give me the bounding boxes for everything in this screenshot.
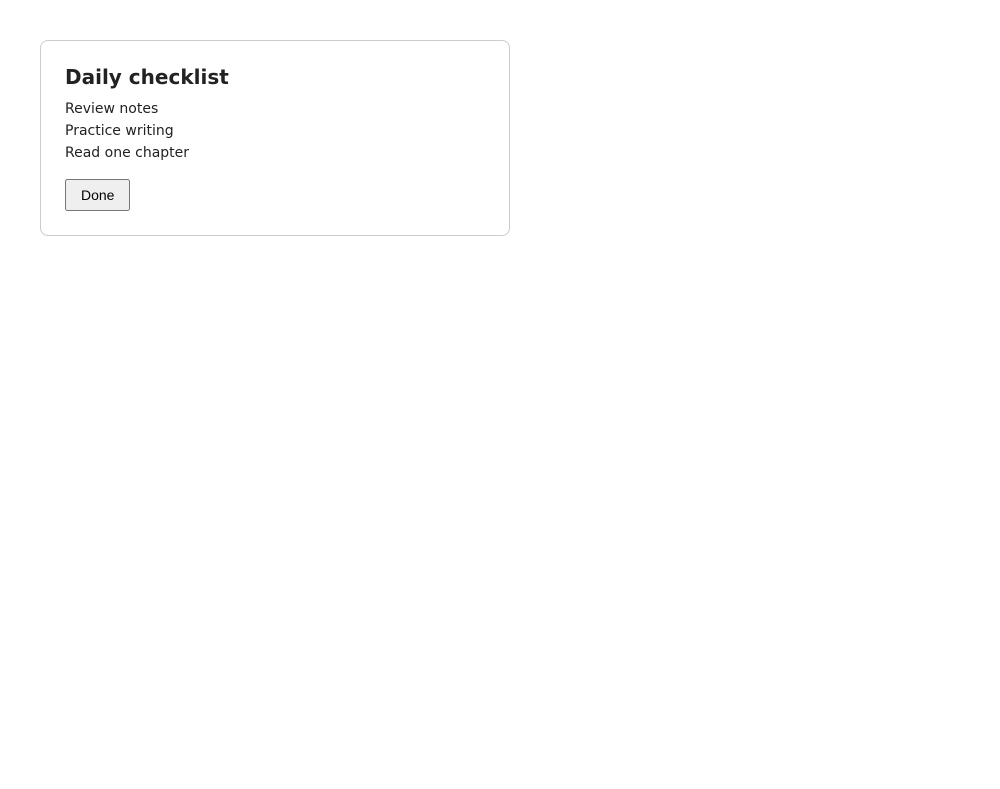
- list-item: Review notes: [65, 101, 159, 117]
- done-button[interactable]: Done: [65, 179, 130, 211]
- list-item: Read one chapter: [65, 145, 190, 161]
- card-title: Daily checklist: [65, 65, 229, 89]
- checklist-card: [40, 40, 510, 236]
- list-item: Practice writing: [65, 123, 174, 139]
